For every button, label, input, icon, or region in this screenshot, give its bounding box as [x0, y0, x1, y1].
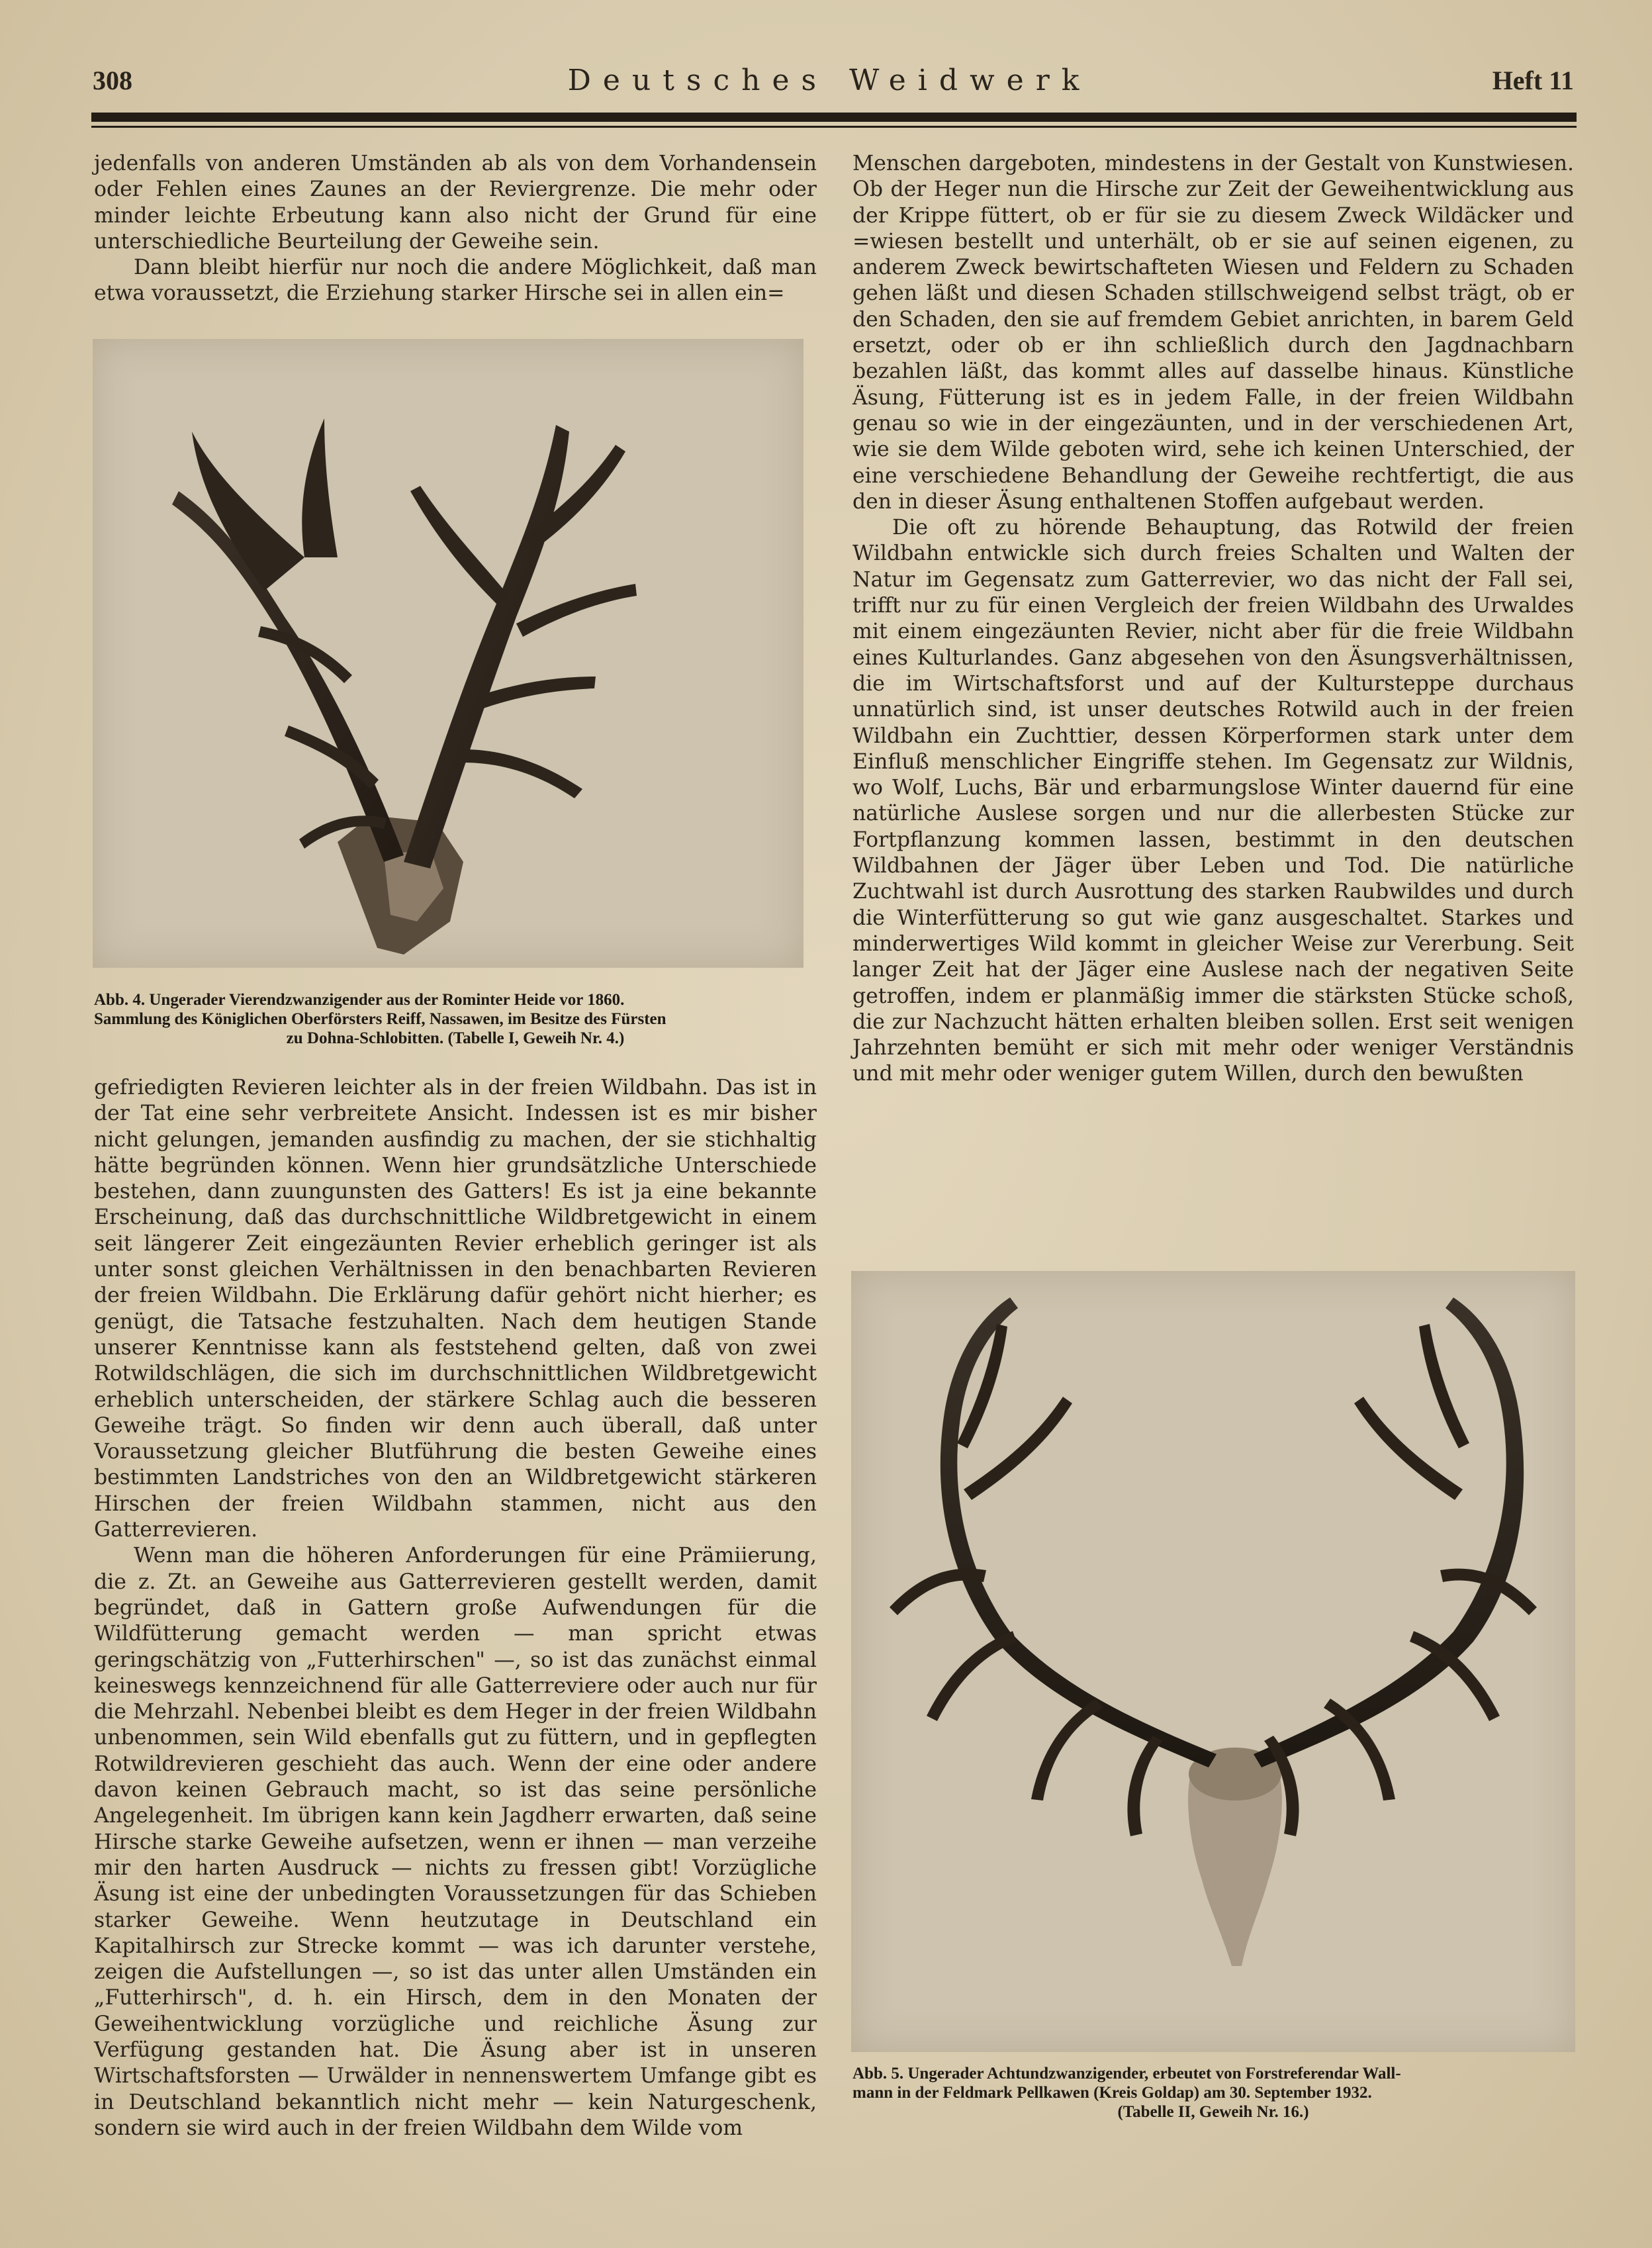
caption-line: mann in der Feldmark Pellkawen (Kreis Goldap) am 30. September 1932.: [852, 2084, 1372, 2102]
caption-line: Abb. 4. Ungerader Vierendzwanzigender aus der Rominter Heide vor 1860.: [94, 991, 625, 1009]
figure-4-antler-photo: [93, 339, 803, 968]
paragraph: jedenfalls von anderen Umständen ab als von dem Vorhandensein oder Fehlen eines Zaunes an der Reviergrenze. Die mehr oder minder leichte Erbeutung kann also nicht der Grund für eine unterschiedliche Beurteilung der Geweihe sein.: [94, 152, 817, 254]
figure-5-antler-photo: [851, 1271, 1575, 2052]
figure-4-caption: [94, 990, 817, 1048]
caption-line: zu Dohna-Schlobitten. (Tabelle I, Geweih Nr. 4.): [286, 1029, 625, 1047]
header-rule: [91, 113, 1577, 122]
antler-illustration: [93, 339, 803, 968]
antler-illustration: [851, 1271, 1575, 2052]
paragraph: Wenn man die höheren Anforderungen für eine Prämiierung, die z. Zt. an Geweihe aus Gatterrevieren gestellt werden, damit begründet, daß in Gattern große Aufwendungen für die Wildfütterung gemacht werden — man spricht etwas geringschätzig von „Futterhirschen" —, so ist das zunächst einmal keineswegs kennzeichnend für alle Gatterreviere oder auch nur für die Mehrzahl. Nebenbei bleibt es dem Heger in der freien Wildbahn unbenommen, sein Wild ebenfalls gut zu füttern, und in gepflegten Rotwildrevieren geschieht das auch. Wenn der eine oder andere davon keinen Gebrauch macht, so ist das seine persönliche Angelegenheit. Im übrigen kann kein Jagdherr erwarten, daß seine Hirsche starke Geweihe aufsetzen, wenn er ihnen — man verzeihe mir den harten Ausdruck — nichts zu fressen gibt! Vorzügliche Äsung ist eine der unbedingten Voraussetzungen für das Schieben starker Geweihe. Wenn heutzutage in Deutschland ein Kapitalhirsch zur Strecke kommt — was ich darunter verstehe, zeigen die Aufstellungen —, so ist das unter allen Umständen ein „Futterhirsch", d. h. ein Hirsch, dem in den Monaten der Geweihentwicklung vorzügliche und reichliche Äsung zur Verfügung gestanden hat. Die Äsung aber ist in unseren Wirtschaftsforsten — Urwälder in nennenswertem Umfange gibt es in Deutschland bekanntlich nicht mehr — kein Naturgeschenk, sondern sie wird auch in der freien Wildbahn dem Wilde vom: [94, 1544, 817, 2140]
paragraph: gefriedigten Revieren leichter als in der freien Wildbahn. Das ist in der Tat eine sehr verbreitete Ansicht. Indessen ist es mir bisher nicht gelungen, jemanden ausfindig zu machen, der sie stichhaltig hätte begründen können. Wenn hier grundsätzliche Unterschiede bestehen, dann zuungunsten des Gatters! Es ist ja eine bekannte Erscheinung, daß das durchschnittliche Wildbretgewicht in einem seit längerer Zeit eingezäunten Revier erheblich geringer ist als unter sonst gleichen Verhältnissen in den benachbarten Revieren der freien Wildbahn. Die Erklärung dafür gehört nicht hierher; es genügt, die Tatsache festzuhalten. Nach dem heutigen Stande unserer Kenntnisse kann als feststehend gelten, daß von zwei Rotwildschlägen, die sich im durchschnittlichen Wildbretgewicht erheblich unterscheiden, der stärkere Schlag auch die besseren Geweihe trägt. So finden wir denn auch überall, daß unter Voraussetzung gleicher Blutführung die besten Geweihe eines bestimmten Landstriches von den an Wildbretgewicht stärkeren Hirschen der freien Wildbahn stammen, nicht aus den Gatterrevieren.: [94, 1076, 817, 1542]
caption-line: (Tabelle II, Geweih Nr. 16.): [1117, 2103, 1309, 2121]
left-column-bottom: [94, 1075, 817, 2141]
figure-5-caption: [852, 2064, 1574, 2122]
running-header: [85, 64, 1574, 103]
paragraph: Menschen dargeboten, mindestens in der Gestalt von Kunstwiesen. Ob der Heger nun die Hirsche zur Zeit der Geweihentwicklung aus der Krippe füttert, ob er für sie zu diesem Zweck Wildäcker und =wiesen bestellt und unterhält, ob er sie auf seinen eigenen, zu anderem Zweck bewirtschafteten Wiesen und Feldern zu Schaden gehen läßt und diesen Schaden stillschweigend selbst trägt, ob er den Schaden, den sie auf fremdem Gebiet anrichten, in barem Geld ersetzt, oder ob er ihn schließlich durch den Jagdnachbarn bezahlen läßt, das kommt alles auf dasselbe hinaus. Künstliche Äsung, Fütterung ist es in jedem Falle, in der freien Wildbahn genau so wie in der eingezäunten, und in der verschiedenen Art, wie sie dem Wilde geboten wird, sehe ich keinen Unterschied, der eine verschiedene Behandlung der Geweihe rechtfertigt, die aus den in dieser Äsung enthaltenen Stoffen aufgebaut werden.: [852, 152, 1574, 514]
paragraph: Die oft zu hörende Behauptung, das Rotwild der freien Wildbahn entwickle sich durch freies Schalten und Walten der Natur im Gegensatz zum Gatterrevier, wo das nicht der Fall sei, trifft nur zu für einen Vergleich der freien Wildbahn des Urwaldes mit einem eingezäunten Revier, nicht aber für die freie Wildbahn eines Kulturlandes. Ganz abgesehen von den Äsungsverhältnissen, die im Wirtschaftsforst und auf der Kultursteppe durchaus unnatürlich sind, ist unser deutsches Rotwild auch in der freien Wildbahn ein Zuchttier, dessen Körperformen stark unter dem Einfluß menschlicher Eingriffe stehen. Im Gegensatz zur Wildnis, wo Wolf, Luchs, Bär und erbarmungslose Winter dauernd für eine natürliche Auslese sorgen und nur die allerbesten Stücke zur Fortpflanzung kommen lassen, bestimmt in den deutschen Wildbahnen der Jäger über Leben und Tod. Die natürliche Zuchtwahl ist durch Ausrottung des starken Raubwildes und durch die Winterfütterung so gut wie ganz ausgeschaltet. Starkes und minderwertiges Wild kommt in gleicher Weise zur Vererbung. Seit langer Zeit hat der Jäger eine Auslese nach der negativen Seite getroffen, indem er planmäßig immer die stärksten Stücke schoß, die zur Nachzucht hätten erhalten bleiben sollen. Erst seit wenigen Jahrzehnten bemüht er sich mit mehr oder weniger Verständnis und mit mehr oder weniger gutem Willen, durch den bewußten: [852, 516, 1574, 1086]
caption-line: Sammlung des Königlichen Oberförsters Reiff, Nassawen, im Besitze des Fürsten: [94, 1010, 666, 1028]
right-column-top: [852, 151, 1574, 1088]
page-number: 308: [93, 66, 132, 95]
header-rule-thin: [91, 126, 1577, 128]
issue-label: Heft 11: [1492, 66, 1574, 95]
paragraph: Dann bleibt hierfür nur noch die andere Möglichkeit, daß man etwa voraussetzt, die Erziehung starker Hirsche sei in allen ein=: [94, 256, 817, 306]
journal-title: Deutsches Weidwerk: [567, 64, 1091, 97]
caption-line: Abb. 5. Ungerader Achtundzwanzigender, erbeutet von Forstreferendar Wall-: [852, 2065, 1401, 2083]
left-column-top: [94, 151, 817, 307]
